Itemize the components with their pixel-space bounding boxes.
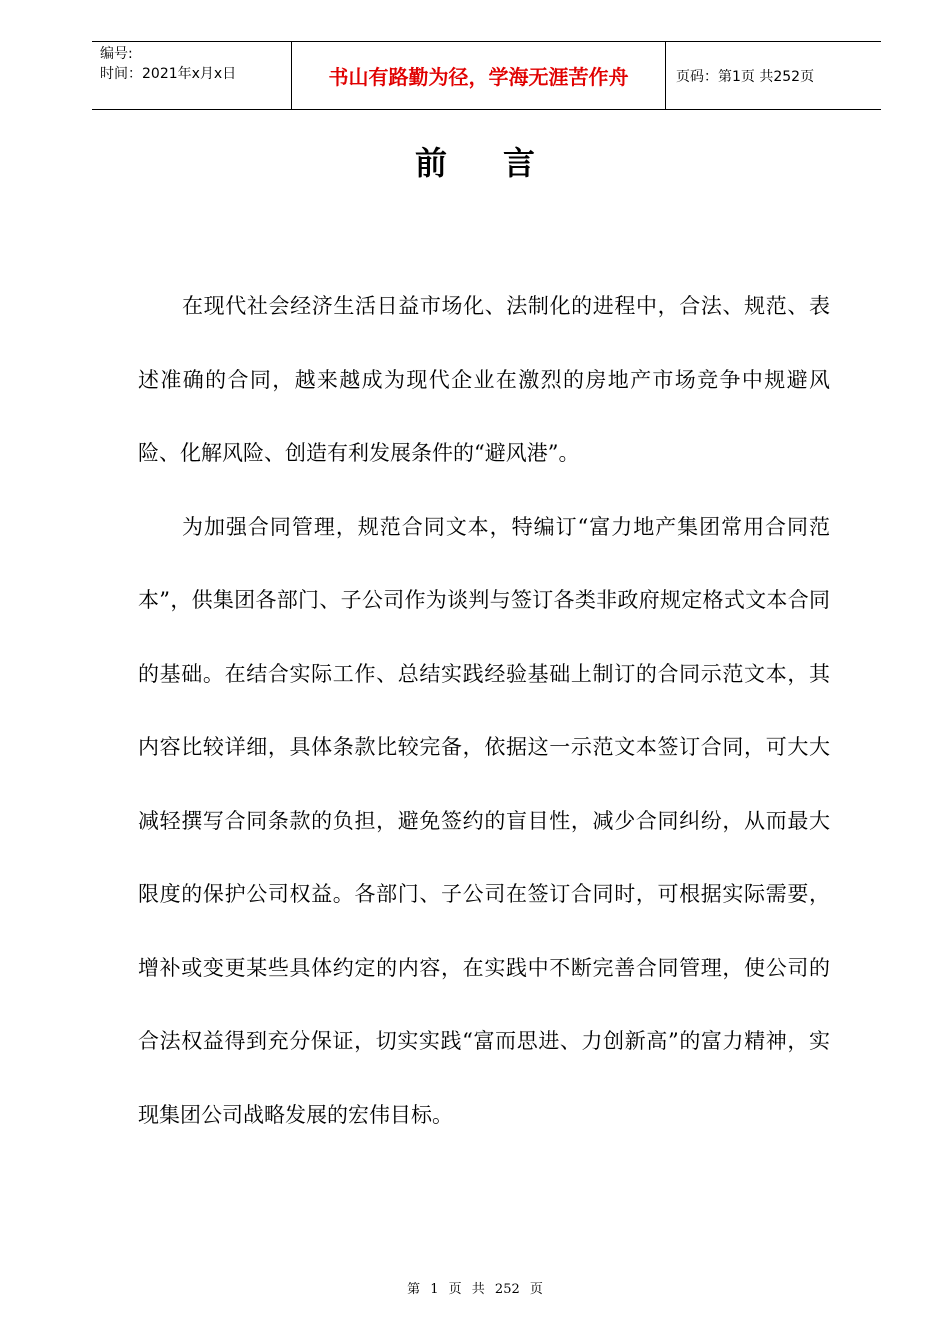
header-motto: 书山有路勤为径，学海无涯苦作舟 <box>292 42 666 109</box>
page-footer: 第 1 页 共 252 页 <box>407 1282 543 1297</box>
page-header <box>92 41 881 110</box>
header-page-info: 页码：第1页 共252页 <box>676 68 815 85</box>
document-body <box>138 270 830 1152</box>
document-title: 前言 <box>414 144 591 182</box>
paragraph-2: 为加强合同管理，规范合同文本，特编订“富力地产集团常用合同范本”，供集团各部门、子公司作为谈判与签订各类非政府规定格式文本合同的基础。在结合实际工作、总结实践经验基础上制订的合同示范文本，其内容比较详细，具体条款比较完备，依据这一示范文本签订合同，可大大减轻撰写合同条款的负担，避免签约的盲目性，减少合同纠纷，从而最大限度的保护公司权益。各部门、子公司在签订合同时，可根据实际需要，增补或变更某些具体约定的内容，在实践中不断完善合同管理，使公司的合法权益得到充分保证，切实实践“富而思进、力创新高”的富力精神，实现集团公司战略发展的宏伟目标。 <box>138 514 830 1127</box>
header-meta <box>92 42 292 109</box>
time-label: 时间：2021年x月x日 <box>100 66 237 82</box>
code-label: 编号: <box>100 46 133 62</box>
paragraph-1: 在现代社会经济生活日益市场化、法制化的进程中，合法、规范、表述准确的合同，越来越成为现代企业在激烈的房地产市场竞争中规避风险、化解风险、创造有利发展条件的“避风港”。 <box>138 294 830 465</box>
